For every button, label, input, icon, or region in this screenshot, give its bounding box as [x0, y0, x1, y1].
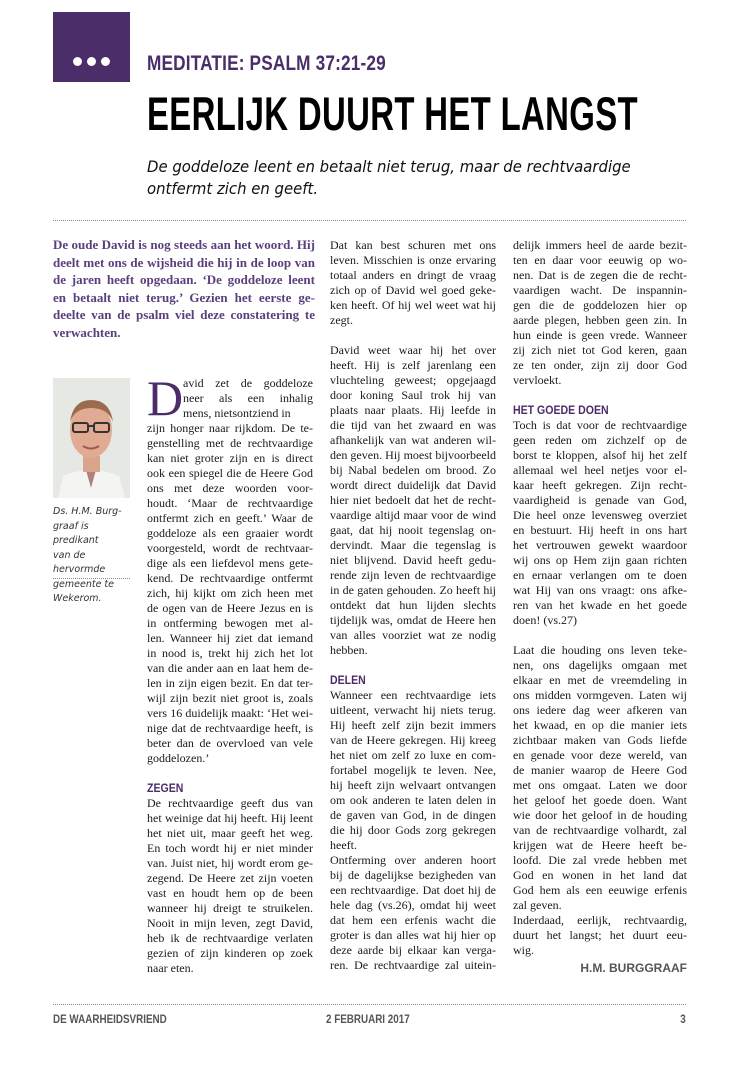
author-photo [53, 378, 130, 498]
paragraph [330, 688, 496, 853]
text-line: wanneer hij dreigt te struikelen. [147, 901, 313, 915]
text-line: gen die de goddelozen hier op [513, 298, 687, 312]
section-heading: ZEGEN [147, 781, 184, 795]
text-line: van de Heere gekregen. Hij kreeg [330, 733, 496, 747]
text-line: ren van het kwade en het goede [513, 598, 687, 612]
caption-line: gemeente te [53, 578, 114, 590]
text-line: door koning Saul trok hij van [330, 388, 496, 402]
text-line: En toch wordt hij er niet minder [147, 841, 313, 855]
text-line: ons iedere dag weer afkeren van [513, 703, 687, 717]
page-title: EERLIJK DUURT HET LANGST [147, 87, 638, 140]
text-line: heeft. [330, 838, 357, 852]
text-line: in ontferming bewogen met al- [147, 616, 313, 630]
text-line: ontfermt zich en geeft.’ Waar de [147, 511, 313, 525]
text-line: Wanneer een rechtvaardige iets [330, 688, 496, 702]
text-line: zegend. De Heere zet zijn voeten [147, 871, 313, 885]
paragraph [147, 421, 313, 766]
text-line: dervindt. Maar die tegenslag is [330, 538, 496, 552]
text-line: goddelozen.’ [147, 751, 210, 765]
footer-date: 2 FEBRUARI 2017 [326, 1012, 410, 1026]
footer-divider [53, 1004, 686, 1005]
text-line: niet blijvend. David heeft gedu- [330, 553, 496, 567]
text-line: rende zijn leven de rechtvaardige [330, 568, 496, 582]
text-line: neer als een inhalig [183, 391, 313, 405]
paragraph [513, 418, 687, 628]
page-number: 3 [680, 1012, 686, 1026]
text-line: krijgen wat de Heere heeft be- [513, 838, 687, 852]
paragraph [513, 643, 687, 913]
column-3 [513, 238, 687, 976]
text-line: duurt het langst; het duurt eeu- [513, 928, 687, 942]
text-line: Die heel onze levensweg overziet [513, 508, 687, 522]
text-line: David weet waar hij het over [330, 343, 496, 357]
column-1 [147, 370, 313, 976]
intro-line: De oude David is nog steeds aan het woord. Hij [53, 237, 315, 252]
text-line: Hij heeft zelf zijn bezit immers [330, 718, 496, 732]
text-line: avid zet de goddeloze [183, 376, 313, 390]
text-line: kaar heeft gekregen. Zijn recht- [513, 478, 687, 492]
text-line: Ontferming over anderen hoort [330, 853, 496, 867]
section-heading: DELEN [330, 673, 366, 687]
text-line: het geloof het goede doen. Want [513, 793, 687, 807]
text-line: wig. [513, 943, 534, 957]
text-line: zal geven. [513, 898, 562, 912]
paragraph [330, 853, 496, 973]
text-line: zich op of David wel goed geke- [330, 283, 496, 297]
text-line: den geven. Hij moest bijvoorbeeld [330, 448, 496, 462]
text-line: vers 16 duidelijk maakt: ‘Het wei- [147, 706, 313, 720]
section-logo [53, 12, 130, 82]
paragraph-gap [147, 766, 313, 781]
paragraph [147, 796, 313, 976]
text-line: wat Hij van ons vraagt: ons afke- [513, 583, 687, 597]
text-line: om ook anderen te laten delen in [330, 793, 496, 807]
text-line: het niet om zelf zo luxe en com- [330, 748, 496, 762]
text-line: afhankelijk van wat anderen wil- [330, 433, 496, 447]
text-line: de ogen van de Heere Jezus en is [147, 601, 313, 615]
text-line: bij de dagelijkse bezigheden van [330, 868, 496, 882]
paragraph [513, 238, 687, 388]
paragraph-gap [513, 388, 687, 403]
intro-line: en betaalt niet terug.’ Gezien het eerste ge- [53, 289, 315, 305]
footer-publication: DE WAARHEIDSVRIEND [53, 1012, 167, 1026]
text-line: Nooit in mijn leven, zegt David, [147, 916, 313, 930]
text-line: uitleent, verwacht hij niets terug. [330, 703, 496, 717]
intro-line: deelt met ons de wijsheid die hij in de loop van [53, 254, 315, 270]
text-line: vaardige altijd maar voor de wind [330, 508, 496, 522]
text-line: Laat die houding ons leven teke- [513, 643, 687, 657]
text-line: fortabel mogelijk te leven. Nee, [330, 763, 496, 777]
paragraph [330, 343, 496, 658]
text-line: in nood is, trekt hij zich het lot [147, 646, 313, 660]
text-line: len in zijn eigen bezit. En dat ter- [147, 676, 313, 690]
text-line: loofd. Die zal vrede hebben met [513, 853, 687, 867]
text-line: beter dan de overvloed van vele [147, 736, 313, 750]
text-line: hele dag (vs.26), omdat hij weet [330, 898, 496, 912]
text-line: vaardigheid is genade van God, [513, 493, 687, 507]
caption-line: van de hervormde [53, 549, 106, 575]
text-line: goddeloze als een graaier wordt [147, 526, 313, 540]
intro-line: deelte van de psalm viel deze constatering te [53, 307, 315, 322]
text-line: nen, ons dagelijks omgaan met [513, 658, 687, 672]
text-line: borst te kloppen, alsof hij het zelf [513, 448, 687, 462]
text-line: de manier waarop de Heere God [513, 763, 687, 777]
text-line: deze aarde bij elkaar kan verga- [330, 943, 496, 957]
text-line: van. Juist niet, hij wordt erom ge- [147, 856, 313, 870]
text-line: hun einde is geen vrede. Wanneer [513, 328, 687, 342]
text-line: dat hem een erfenis wacht die [330, 913, 496, 927]
caption-line: Ds. H.M. Burg- [53, 506, 122, 517]
text-line: gaat, dat hij nooit tegenslag on- [330, 523, 496, 537]
caption-line: Wekerom. [53, 593, 102, 604]
text-line: die tijd van het zwaard en was [330, 418, 496, 432]
text-line: zich, hij kijkt om zich heen met [147, 586, 313, 600]
text-line: len. Wanneer hij ziet dat iemand [147, 631, 313, 645]
paragraph-gap [513, 628, 687, 643]
text-line: heb ik de rechtvaardige verlaten [147, 931, 313, 945]
column-2 [330, 238, 496, 973]
intro-paragraph [53, 236, 315, 341]
ellipsis-icon [73, 57, 110, 66]
paragraph [513, 913, 687, 958]
text-line: hier niet bedoelt dat het de recht- [330, 493, 496, 507]
text-line: aarde plegen, hebben geen zin. In [513, 313, 687, 327]
text-line: Inderdaad, eerlijk, rechtvaardig, [513, 913, 687, 927]
text-line: delijk immers heel de aarde bezit- [513, 238, 687, 252]
text-line: en bestuurt. Hij heeft in ons hart [513, 523, 687, 537]
text-line: van die ander aan en laat hem de- [147, 661, 313, 675]
text-line: nige dat de rechtvaardige heeft, is [147, 721, 313, 735]
text-line: kend. De rechtvaardige ontfermt [147, 571, 313, 585]
text-line: het weinige dat hij heeft. Hij leent [147, 811, 313, 825]
text-line: kan niet groter zijn en is direct [147, 451, 313, 465]
text-line: bij Nabal bedelen om brood. Zo [330, 463, 496, 477]
text-line: ons met deze woorden voor- [147, 481, 313, 495]
text-line: elkaar en met de vreemdeling in [513, 673, 687, 687]
text-line: houdt. ‘Maar de rechtvaardige [147, 496, 313, 510]
text-line: de gaven van God, in de dingen [330, 808, 496, 822]
text-line: groter is dan alles wat hij hier op [330, 928, 496, 942]
text-line: vervloekt. [513, 373, 562, 387]
text-line: God hem als een eeuwige erfenis [513, 883, 687, 897]
text-line: en genade voor deze wereld, van [513, 748, 687, 762]
text-line: vast en houdt hem op de been [147, 886, 313, 900]
divider [53, 220, 686, 221]
text-line: wijl zijn bezit niet groot is, zoals [147, 691, 313, 705]
text-line: met ons omgaat. Laten we door [513, 778, 687, 792]
text-line: een rechtvaardige. Dat doet hij de [330, 883, 496, 897]
paragraph-gap [330, 658, 496, 673]
text-line: ze ten onder, zijn zij door God [513, 358, 687, 372]
text-line: ook een spiegel die de Heere God [147, 466, 313, 480]
text-line: ontdekt dat hun lijden slechts [330, 598, 496, 612]
text-line: ren. De rechtvaardige zal uitein- [330, 958, 496, 972]
text-line: leven. Misschien is onze ervaring [330, 253, 496, 267]
text-line: van de rechtvaardige volhardt, zal [513, 823, 687, 837]
text-line: Toch is dat voor de rechtvaardige [513, 418, 687, 432]
text-line: het kwaad, en op die manier iets [513, 718, 687, 732]
text-line: heeft. Hij is zelf jarenlang een [330, 358, 496, 372]
text-line: van alles voorziet wat ze nodig [330, 628, 496, 642]
author-signature: H.M. BURGGRAAF [580, 961, 687, 975]
text-line: vluchteling geweest; opgejaagd [330, 373, 496, 387]
text-line: ken heeft. Of hij wel weet wat hij [330, 298, 496, 312]
text-line: voorgesteld, wordt de rechtvaar- [147, 541, 313, 555]
text-line: zijn honger naar rijkdom. De te- [147, 421, 313, 435]
text-line: naar eten. [147, 961, 194, 975]
text-line: wij ons op Hem zijn gaan richten [513, 553, 687, 567]
text-line: genstelling met de rechtvaardige [147, 436, 313, 450]
drop-cap: D [147, 370, 184, 426]
text-line: wie door het geloof in de houding [513, 808, 687, 822]
text-line: doen! (vs.27) [513, 613, 577, 627]
kicker: MEDITATIE: PSALM 37:21-29 [147, 52, 386, 75]
photo-caption [53, 505, 133, 607]
text-line: zegt. [330, 313, 353, 327]
text-line: hebben. [330, 643, 368, 657]
text-line: het vertrouwen gewekt waardoor [513, 538, 687, 552]
text-line: gezien of zijn kinderen op zoek [147, 946, 313, 960]
text-line: het niet uit, maar geeft het weg. [147, 826, 313, 840]
text-line: geen reden om zichzelf op de [513, 433, 687, 447]
text-line: allemaal wel heel netjes voor el- [513, 463, 687, 477]
text-line: wordt direct duidelijk dat David [330, 478, 496, 492]
text-line: Dat kan best schuren met ons [330, 238, 496, 252]
text-line: plaats naar plaats. Hij leefde in [330, 403, 496, 417]
text-line: zij zich niet tot God keren, gaan [513, 343, 687, 357]
text-line: in de gaten gehouden. Zo heeft hij [330, 583, 496, 597]
text-line: zichtbaar maken van Gods liefde [513, 733, 687, 747]
text-line: en ernaar verlangen om te doen [513, 568, 687, 582]
text-line: mens, nietsontziend in [183, 406, 291, 420]
text-line: die hij door Gods zorg gekregen [330, 823, 496, 837]
intro-line: de jaren heeft opgedaan. ‘De goddeloze leent [53, 272, 315, 287]
text-line: nen. Dat is de zegen die de recht- [513, 268, 687, 282]
text-line: ten en daar voor eeuwig op wo- [513, 253, 687, 267]
text-line: totaal anders en dringt de vraag [330, 268, 496, 282]
caption-divider [53, 578, 130, 579]
text-line: God en wonen in het land dat [513, 868, 687, 882]
section-heading: HET GOEDE DOEN [513, 403, 609, 417]
intro-line: verwachten. [53, 324, 121, 340]
subtitle: De goddeloze leent en betaalt niet terug, maar de rechtvaardige ontfermt zich en geeft. [147, 157, 631, 198]
text-line: hij heeft zijn welvaart ontvangen [330, 778, 496, 792]
paragraph [330, 238, 496, 328]
text-line: tijdelijk was, omdat de Heere hen [330, 613, 496, 627]
caption-line: graaf is predikant [53, 520, 99, 546]
text-line: ons midden vormgeven. Laten wij [513, 688, 687, 702]
paragraph-gap [330, 328, 496, 343]
paragraph [147, 370, 313, 426]
text-line: De rechtvaardige geeft dus van [147, 796, 313, 810]
text-line: dige als een liefdevol mens gete- [147, 556, 313, 570]
text-line: vaardigen wacht. De inspannin- [513, 283, 687, 297]
